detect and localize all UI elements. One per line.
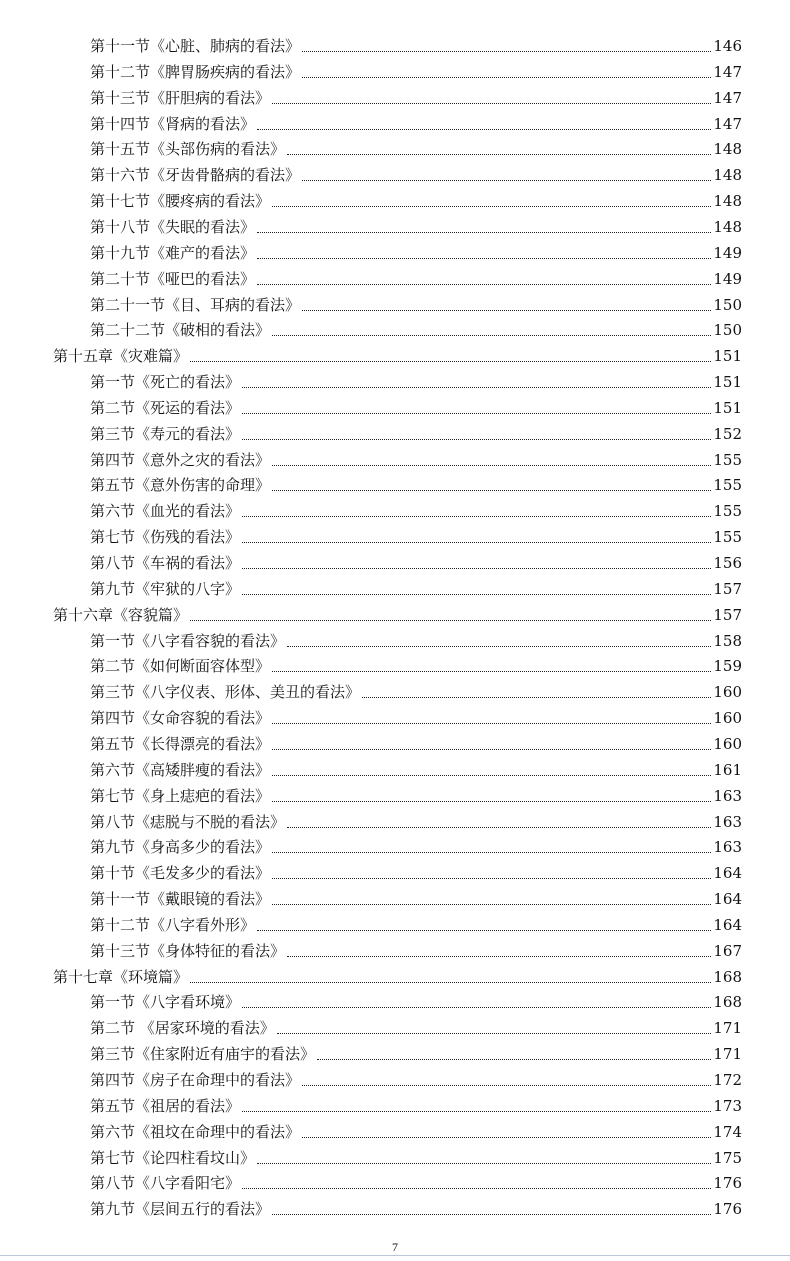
- toc-section-entry: [0, 1192, 742, 1218]
- dot-leader: [272, 904, 711, 905]
- toc-section-entry: [0, 236, 742, 262]
- toc-section-entry: [0, 520, 742, 546]
- dot-leader: [190, 982, 711, 983]
- dot-leader: [302, 51, 711, 52]
- toc-entry-title: 第十七节《腰疼病的看法》: [90, 192, 271, 211]
- toc-entry-title: 第十二节《脾胃肠疾病的看法》: [90, 62, 301, 81]
- toc-entry-title: 第二节《如何断面容体型》: [90, 657, 271, 676]
- toc-entry-page: 163: [713, 812, 742, 831]
- toc-section-entry: [0, 262, 742, 288]
- toc-entry-title: 第二十一节《目、耳病的看法》: [90, 295, 301, 314]
- toc-entry-page: 164: [713, 864, 742, 883]
- dot-leader: [190, 361, 711, 362]
- dot-leader: [277, 1033, 712, 1034]
- toc-entry-page: 155: [713, 528, 742, 547]
- toc-section-entry: [0, 727, 742, 753]
- toc-entry-page: 151: [713, 373, 742, 392]
- toc-entry-title: 第二十节《哑巴的看法》: [90, 269, 256, 288]
- toc-entry-page: 160: [713, 734, 742, 753]
- dot-leader: [272, 206, 711, 207]
- toc-section-entry: [0, 624, 742, 650]
- toc-entry-page: 151: [713, 398, 742, 417]
- toc-section-entry: [0, 753, 742, 779]
- dot-leader: [242, 542, 711, 543]
- toc-entry-title: 第十一节《戴眼镜的看法》: [90, 890, 271, 909]
- toc-section-entry: [0, 1011, 742, 1037]
- toc-entry-title: 第六节《血光的看法》: [90, 502, 241, 521]
- toc-section-entry: [0, 1141, 742, 1167]
- toc-entry-title: 第十六章《容貌篇》: [53, 605, 189, 624]
- footer-divider: [0, 1255, 790, 1256]
- toc-section-entry: [0, 1115, 742, 1141]
- toc-entry-title: 第十八节《失眠的看法》: [90, 217, 256, 236]
- toc-entry-page: 157: [713, 579, 742, 598]
- toc-entry-title: 第三节《八字仪表、形体、美丑的看法》: [90, 683, 361, 702]
- toc-entry-title: 第一节《死亡的看法》: [90, 373, 241, 392]
- toc-entry-page: 148: [713, 217, 742, 236]
- dot-leader: [190, 620, 711, 621]
- toc-entry-title: 第八节《八字看阳宅》: [90, 1174, 241, 1193]
- toc-entry-page: 150: [713, 321, 742, 340]
- toc-entry-title: 第十五节《头部伤病的看法》: [90, 140, 286, 159]
- dot-leader: [257, 284, 711, 285]
- toc-section-entry: [0, 107, 742, 133]
- dot-leader: [257, 1163, 711, 1164]
- toc-entry-page: 175: [713, 1148, 742, 1167]
- dot-leader: [242, 1007, 711, 1008]
- toc-entry-page: 159: [713, 657, 742, 676]
- dot-leader: [317, 1059, 711, 1060]
- toc-entry-page: 174: [713, 1122, 742, 1141]
- toc-section-entry: [0, 1166, 742, 1192]
- toc-entry-page: 150: [713, 295, 742, 314]
- toc-entry-title: 第一节《八字看容貌的看法》: [90, 631, 286, 650]
- toc-entry-title: 第五节《祖居的看法》: [90, 1096, 241, 1115]
- dot-leader: [272, 490, 711, 491]
- toc-entry-page: 173: [713, 1096, 742, 1115]
- toc-section-entry: [0, 29, 742, 55]
- toc-section-entry: [0, 313, 742, 339]
- page-number: 7: [392, 1240, 398, 1254]
- toc-entry-title: 第八节《痣脱与不脱的看法》: [90, 812, 286, 831]
- toc-entry-page: 146: [713, 37, 742, 55]
- toc-section-entry: [0, 158, 742, 184]
- dot-leader: [272, 801, 711, 802]
- toc-entry-page: 164: [713, 915, 742, 934]
- toc-entry-page: 152: [713, 424, 742, 443]
- toc-entry-title: 第十二节《八字看外形》: [90, 915, 256, 934]
- dot-leader: [287, 154, 711, 155]
- toc-entry-page: 155: [713, 450, 742, 469]
- toc-section-entry: [0, 701, 742, 727]
- toc-entry-page: 176: [713, 1200, 742, 1219]
- toc-entry-page: 151: [713, 347, 742, 366]
- toc-entry-title: 第二节《死运的看法》: [90, 398, 241, 417]
- toc-entry-page: 172: [713, 1071, 742, 1089]
- dot-leader: [257, 930, 711, 931]
- toc-entry-title: 第七节《伤残的看法》: [90, 528, 241, 547]
- toc-entry-title: 第十九节《难产的看法》: [90, 243, 256, 262]
- toc-entry-page: 147: [713, 62, 742, 81]
- dot-leader: [272, 671, 711, 672]
- toc-chapter-entry: [0, 960, 742, 986]
- toc-entry-title: 第三节《住家附近有庙宇的看法》: [90, 1045, 316, 1064]
- toc-section-entry: [0, 81, 742, 107]
- dot-leader: [242, 413, 711, 414]
- dot-leader: [242, 387, 711, 388]
- toc-entry-page: 158: [713, 631, 742, 650]
- toc-entry-title: 第二十二节《破相的看法》: [90, 321, 271, 340]
- toc-section-entry: [0, 546, 742, 572]
- toc-entry-page: 148: [713, 140, 742, 159]
- dot-leader: [242, 516, 711, 517]
- toc-chapter-entry: [0, 598, 742, 624]
- dot-leader: [287, 956, 711, 957]
- dot-leader: [287, 827, 711, 828]
- toc-section-entry: [0, 882, 742, 908]
- toc-entry-title: 第十七章《环境篇》: [53, 967, 189, 986]
- toc-entry-page: 163: [713, 838, 742, 857]
- dot-leader: [242, 439, 711, 440]
- dot-leader: [257, 258, 711, 259]
- dot-leader: [242, 594, 711, 595]
- toc-entry-title: 第九节《层间五行的看法》: [90, 1200, 271, 1219]
- toc-entry-page: 163: [713, 786, 742, 805]
- toc-entry-page: 168: [713, 993, 742, 1012]
- toc-section-entry: [0, 288, 742, 314]
- toc-entry-page: 148: [713, 192, 742, 211]
- toc-section-entry: [0, 391, 742, 417]
- toc-entry-title: 第五节《意外伤害的命理》: [90, 476, 271, 495]
- toc-section-entry: [0, 856, 742, 882]
- toc-entry-title: 第四节《意外之灾的看法》: [90, 450, 271, 469]
- toc-entry-page: 164: [713, 890, 742, 909]
- toc-section-entry: [0, 443, 742, 469]
- dot-leader: [272, 723, 711, 724]
- toc-section-entry: [0, 210, 742, 236]
- toc-entry-page: 171: [713, 1019, 742, 1038]
- toc-section-entry: [0, 572, 742, 598]
- toc-section-entry: [0, 779, 742, 805]
- dot-leader: [272, 335, 711, 336]
- toc-section-entry: [0, 908, 742, 934]
- toc-section-entry: [0, 649, 742, 675]
- dot-leader: [302, 1137, 711, 1138]
- toc-entry-page: 160: [713, 709, 742, 728]
- dot-leader: [302, 77, 711, 78]
- dot-leader: [257, 232, 711, 233]
- dot-leader: [272, 103, 711, 104]
- toc-entry-title: 第六节《祖坟在命理中的看法》: [90, 1122, 301, 1141]
- dot-leader: [242, 1188, 711, 1189]
- toc-entry-title: 第十五章《灾难篇》: [53, 347, 189, 366]
- toc-section-entry: [0, 365, 742, 391]
- dot-leader: [302, 1085, 711, 1086]
- toc-entry-title: 第十六节《牙齿骨骼病的看法》: [90, 166, 301, 185]
- toc-entry-page: 168: [713, 967, 742, 986]
- toc-entry-page: 149: [713, 269, 742, 288]
- dot-leader: [257, 129, 711, 130]
- dot-leader: [362, 697, 711, 698]
- toc-entry-title: 第九节《身高多少的看法》: [90, 838, 271, 857]
- dot-leader: [272, 775, 711, 776]
- toc-chapter-entry: [0, 339, 742, 365]
- dot-leader: [287, 646, 711, 647]
- toc-entry-page: 147: [713, 88, 742, 107]
- toc-entry-page: 155: [713, 476, 742, 495]
- toc-section-entry: [0, 468, 742, 494]
- toc-section-entry: [0, 1037, 742, 1063]
- toc-section-entry: [0, 985, 742, 1011]
- toc-entry-page: 157: [713, 605, 742, 624]
- toc-section-entry: [0, 132, 742, 158]
- dot-leader: [272, 749, 711, 750]
- toc-section-entry: [0, 1063, 742, 1089]
- toc-entry-page: 155: [713, 502, 742, 521]
- toc-entry-page: 171: [713, 1045, 742, 1064]
- toc-section-entry: [0, 675, 742, 701]
- toc-entry-page: 176: [713, 1174, 742, 1193]
- toc-entry-title: 第六节《高矮胖瘦的看法》: [90, 760, 271, 779]
- toc-entry-page: 160: [713, 683, 742, 702]
- toc-entry-title: 第十三节《肝胆病的看法》: [90, 88, 271, 107]
- toc-entry-title: 第一节《八字看环境》: [90, 993, 241, 1012]
- dot-leader: [302, 310, 711, 311]
- toc-entry-title: 第十一节《心脏、肺病的看法》: [90, 37, 301, 55]
- toc-entry-title: 第五节《长得漂亮的看法》: [90, 734, 271, 753]
- toc-section-entry: [0, 805, 742, 831]
- toc-entry-title: 第七节《身上痣疤的看法》: [90, 786, 271, 805]
- toc-section-entry: [0, 494, 742, 520]
- toc-entry-title: 第九节《牢狱的八字》: [90, 579, 241, 598]
- dot-leader: [272, 465, 711, 466]
- dot-leader: [272, 852, 711, 853]
- toc-section-entry: [0, 830, 742, 856]
- toc-entry-page: 156: [713, 554, 742, 572]
- toc-entry-title: 第八节《车祸的看法》: [90, 554, 241, 572]
- dot-leader: [272, 878, 711, 879]
- toc-entry-title: 第七节《论四柱看坟山》: [90, 1148, 256, 1167]
- toc-entry-title: 第十四节《肾病的看法》: [90, 114, 256, 133]
- toc-section-entry: [0, 1089, 742, 1115]
- toc-entry-title: 第三节《寿元的看法》: [90, 424, 241, 443]
- dot-leader: [302, 180, 711, 181]
- toc-entry-title: 第四节《房子在命理中的看法》: [90, 1071, 301, 1089]
- toc-entry-page: 161: [713, 760, 742, 779]
- toc-entry-title: 第十节《毛发多少的看法》: [90, 864, 271, 883]
- toc-entry-page: 148: [713, 166, 742, 185]
- toc-entry-page: 167: [713, 941, 742, 960]
- toc-entry-title: 第二节 《居家环境的看法》: [90, 1019, 275, 1038]
- dot-leader: [242, 1111, 711, 1112]
- toc-section-entry: [0, 417, 742, 443]
- toc-section-entry: [0, 934, 742, 960]
- toc-section-entry: [0, 184, 742, 210]
- toc-entry-page: 149: [713, 243, 742, 262]
- dot-leader: [242, 568, 711, 569]
- dot-leader: [272, 1214, 711, 1215]
- toc-entry-title: 第十三节《身体特征的看法》: [90, 941, 286, 960]
- toc-entry-page: 147: [713, 114, 742, 133]
- toc-entry-title: 第四节《女命容貌的看法》: [90, 709, 271, 728]
- toc-section-entry: [0, 55, 742, 81]
